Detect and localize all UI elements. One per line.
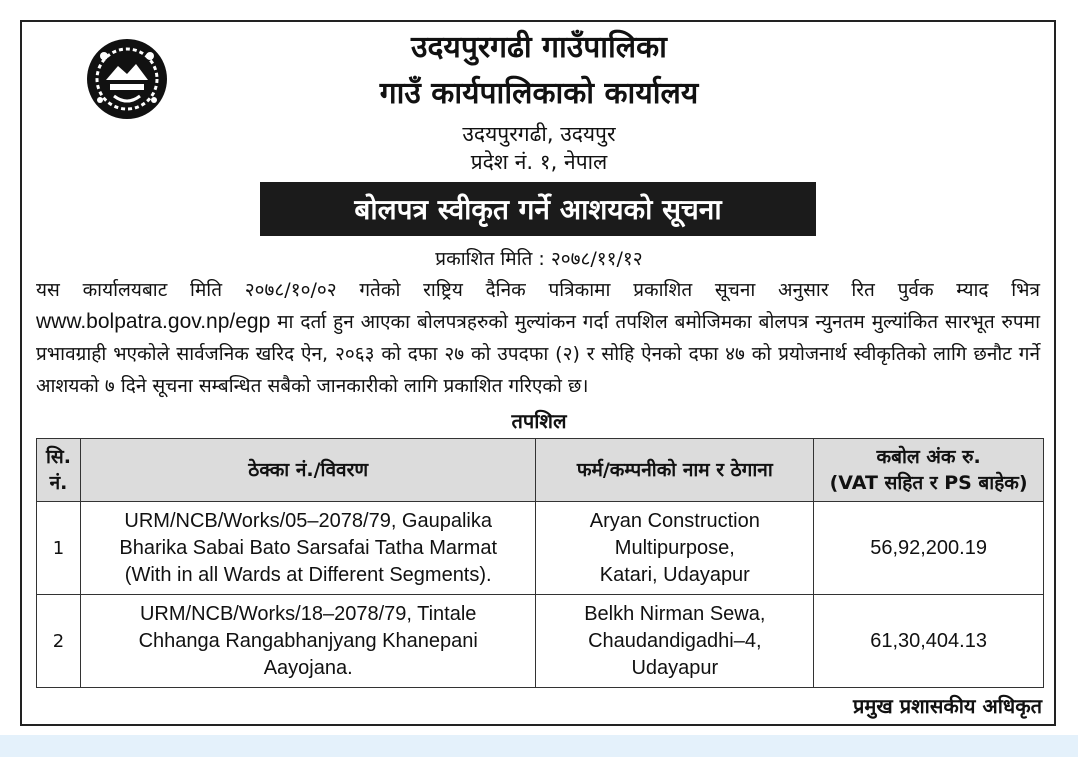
header-contract: ठेक्का नं./विवरण bbox=[80, 439, 535, 502]
row-firm-line: Chaudandigadhi–4, bbox=[588, 629, 762, 652]
notice-frame bbox=[20, 20, 1056, 726]
row-firm-line: Katari, Udayapur bbox=[599, 563, 750, 586]
notice-body-part2: मा दर्ता हुन आएका बोलपत्रहरुको मुल्यांकन गर्दा तपशिल बमोजिमका बोलपत्र न्युनतम मुल्यांकित सारभूत रुपमा प्रभावग्राही भएकोले सार्वजनिक खरिद ऐन, २०६३ को दफा २७ को उपदफा (२) र सोहि ऐनको दफा ४७ को प्रयोजनार्थ स्वीकृतिको लागि छनौट गर्ने आशयको ७ दिने सूचना सम्बन्धित सबैको जानकारीको लागि प्रकाशित गरिएको छ। bbox=[36, 311, 1040, 397]
header-serial-line1: सि. bbox=[45, 446, 71, 468]
row-firm bbox=[536, 502, 814, 595]
header-serial bbox=[37, 439, 81, 502]
details-heading: तपशिल bbox=[511, 409, 567, 433]
table-header-row bbox=[37, 439, 1044, 502]
row-firm-line: Multipurpose, bbox=[614, 536, 735, 559]
row-contract-line: URM/NCB/Works/05–2078/79, Gaupalika bbox=[124, 509, 492, 532]
published-date: प्रकाशित मिति : २०७८/११/१२ bbox=[435, 248, 643, 270]
row-contract-line: (With in all Wards at Different Segments). bbox=[124, 563, 492, 586]
row-contract bbox=[80, 502, 535, 595]
header-amount-line2: (VAT सहित र PS बाहेक) bbox=[829, 472, 1028, 494]
row-contract bbox=[80, 595, 535, 688]
row-firm bbox=[536, 595, 814, 688]
row-amount: 56,92,200.19 bbox=[814, 502, 1044, 595]
row-contract-line: URM/NCB/Works/18–2078/79, Tintale bbox=[139, 602, 477, 625]
row-serial: 2 bbox=[37, 595, 81, 688]
bid-details-table bbox=[36, 438, 1044, 688]
row-contract-line: Chhanga Rangabhanjyang Khanepani bbox=[138, 629, 478, 652]
table-row bbox=[37, 595, 1044, 688]
header-serial-line2: नं. bbox=[49, 472, 68, 494]
header-firm: फर्म/कम्पनीको नाम र ठेगाना bbox=[536, 439, 814, 502]
row-firm-line: Udayapur bbox=[631, 656, 719, 679]
office-title: उदयपुरगढी गाउँपालिका bbox=[411, 30, 667, 65]
row-contract-line: Aayojana. bbox=[263, 656, 353, 679]
row-amount: 61,30,404.13 bbox=[814, 595, 1044, 688]
bolpatra-url: www.bolpatra.gov.np/egp bbox=[36, 310, 271, 333]
row-firm-line: Belkh Nirman Sewa, bbox=[584, 602, 766, 625]
address-line-2: प्रदेश नं. १, नेपाल bbox=[470, 150, 608, 174]
header-amount-line1: कबोल अंक रु. bbox=[876, 446, 981, 468]
page-bottom-band bbox=[0, 735, 1078, 757]
office-subtitle: गाउँ कार्यपालिकाको कार्यालय bbox=[379, 76, 699, 111]
row-firm-line: Aryan Construction bbox=[589, 509, 760, 532]
notice-banner bbox=[260, 182, 816, 236]
table-row bbox=[37, 502, 1044, 595]
header-amount bbox=[814, 439, 1044, 502]
notice-banner-text: बोलपत्र स्वीकृत गर्ने आशयको सूचना bbox=[354, 193, 722, 226]
row-contract-line: Bharika Sabai Bato Sarsafai Tatha Marmat bbox=[119, 536, 497, 559]
notice-body bbox=[36, 274, 1040, 402]
notice-body-part1: यस कार्यालयबाट मिति २०७८/१०/०२ गतेको राष्ट्रिय दैनिक पत्रिकामा प्रकाशित सूचना अनुसार रित पुर्वक म्याद भित्र bbox=[36, 279, 1040, 301]
address-line-1: उदयपुरगढी, उदयपुर bbox=[462, 122, 616, 146]
row-serial: 1 bbox=[37, 502, 81, 595]
signatory-title: प्रमुख प्रशासकीय अधिकृत bbox=[853, 694, 1042, 718]
